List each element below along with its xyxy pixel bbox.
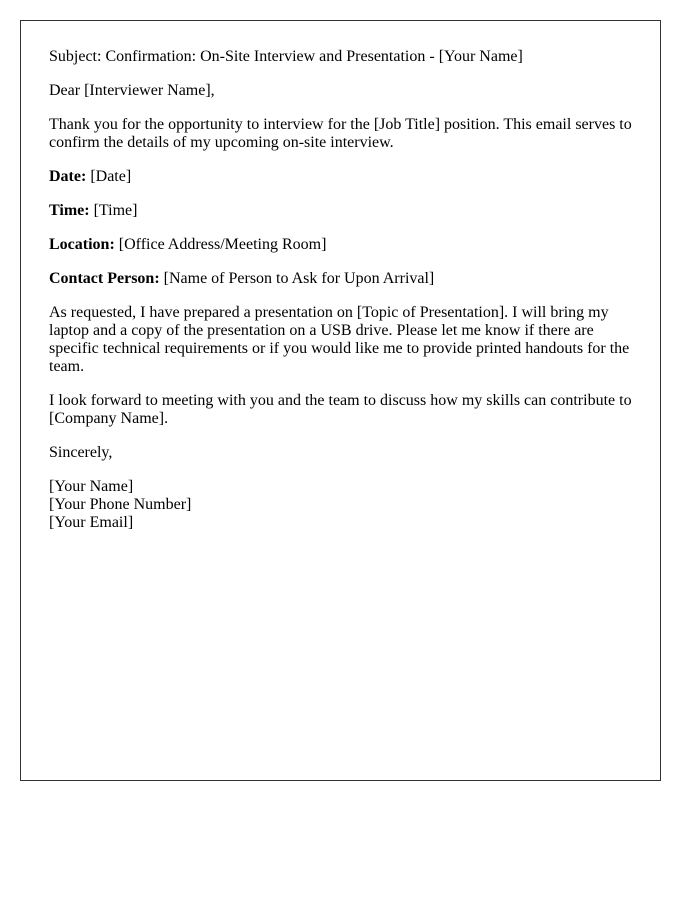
signature-block: [49, 478, 632, 532]
closing-paragraph: I look forward to meeting with you and the team to discuss how my skills can contribute to [Company Name].: [49, 392, 632, 427]
greeting: Dear [Interviewer Name],: [49, 82, 215, 99]
detail-value: [Office Address/Meeting Room]: [114, 236, 327, 253]
intro-paragraph: Thank you for the opportunity to interview for the [Job Title] position. This email serves to confirm the details of my upcoming on-site interview.: [49, 116, 632, 151]
detail-value: [Time]: [89, 202, 138, 219]
signature-name: [Your Name]: [49, 478, 134, 495]
signature-email: [Your Email]: [49, 514, 134, 531]
detail-label: Location:: [49, 236, 115, 253]
detail-label: Time:: [49, 202, 90, 219]
subject-line: Subject: Confirmation: On-Site Interview and Presentation - [Your Name]: [49, 48, 523, 65]
detail-time: [49, 202, 632, 220]
detail-location: [49, 236, 632, 254]
detail-label: Date:: [49, 168, 87, 185]
detail-label: Contact Person:: [49, 270, 160, 287]
detail-value: [Name of Person to Ask for Upon Arrival]: [159, 270, 435, 287]
detail-contact-person: [49, 270, 632, 288]
letter-container: [20, 20, 661, 781]
signoff: Sincerely,: [49, 444, 113, 461]
presentation-paragraph: As requested, I have prepared a presentation on [Topic of Presentation]. I will bring my laptop and a copy of the presentation on a USB drive. Please let me know if there are specific technical requirements or if you would like me to provide printed handouts for the team.: [49, 304, 630, 375]
signature-phone: [Your Phone Number]: [49, 496, 192, 513]
detail-value: [Date]: [86, 168, 132, 185]
detail-date: [49, 168, 632, 186]
